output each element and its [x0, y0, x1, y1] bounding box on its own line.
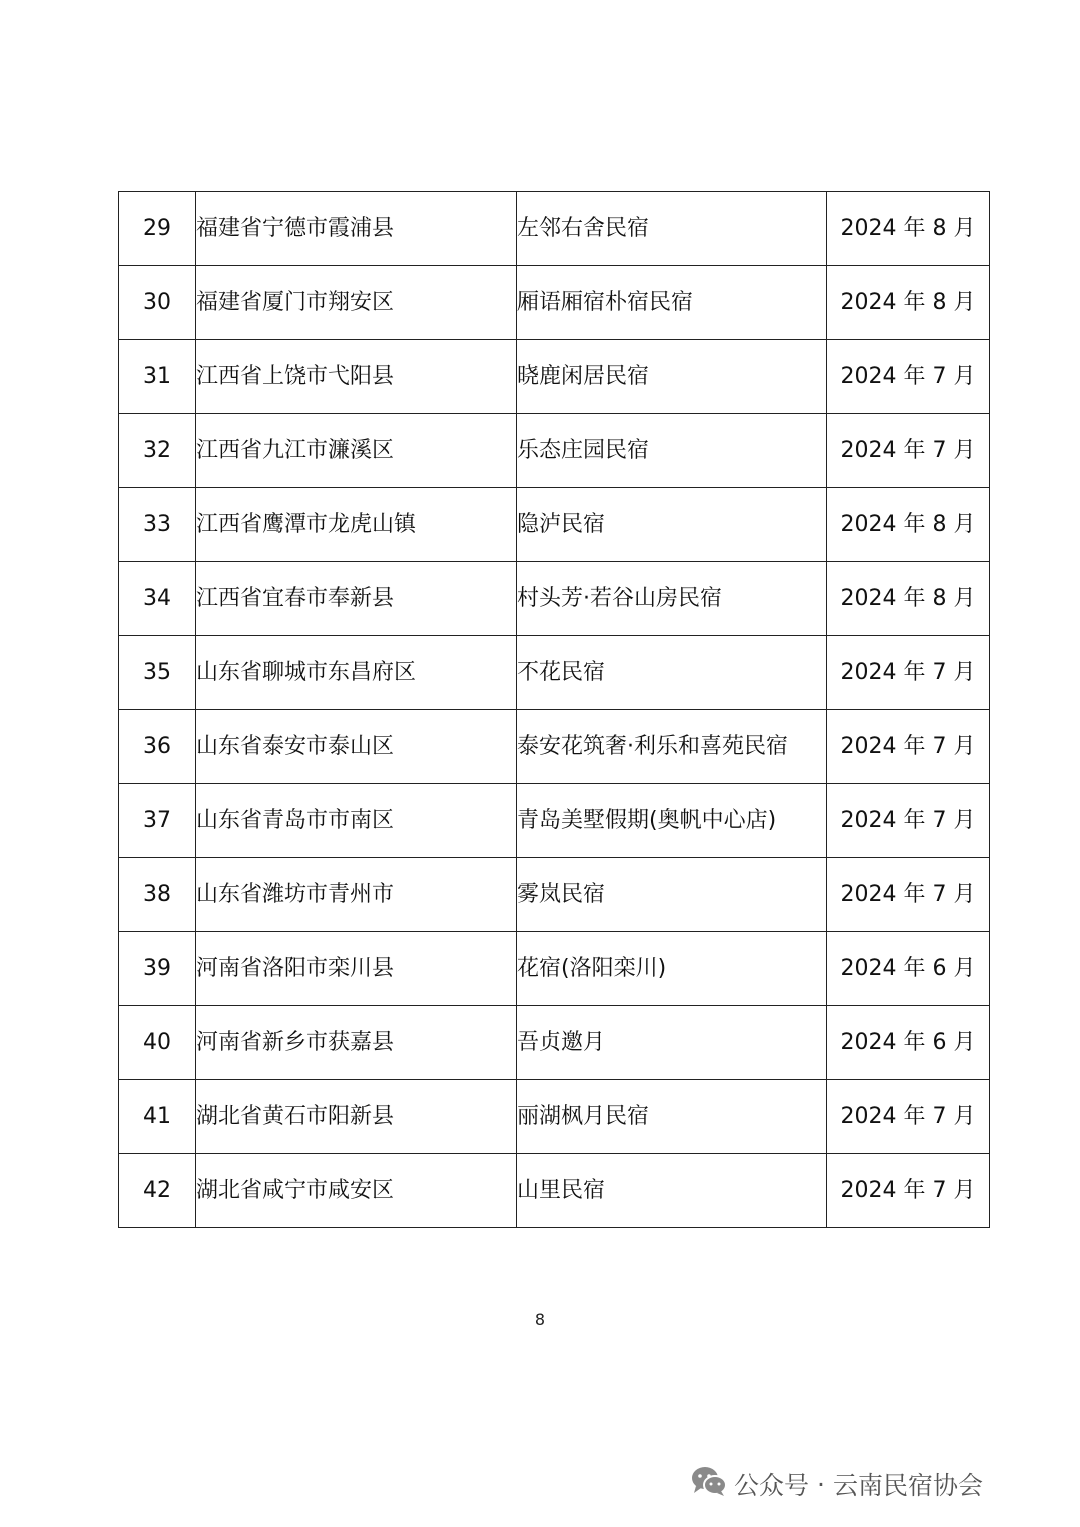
cell-name: 左邻右舍民宿 — [517, 192, 827, 266]
cell-date: 2024 年 7 月 — [827, 784, 990, 858]
footer-label: 公众号 — [734, 1471, 810, 1500]
cell-name: 乐态庄园民宿 — [517, 414, 827, 488]
cell-name: 青岛美墅假期(奥帆中心店) — [517, 784, 827, 858]
cell-location: 湖北省咸宁市咸安区 — [196, 1154, 517, 1228]
cell-location: 山东省潍坊市青州市 — [196, 858, 517, 932]
wechat-watermark — [690, 1465, 983, 1503]
table-row — [119, 932, 990, 1006]
cell-date: 2024 年 8 月 — [827, 266, 990, 340]
cell-location: 江西省鹰潭市龙虎山镇 — [196, 488, 517, 562]
table-row — [119, 710, 990, 784]
cell-date: 2024 年 8 月 — [827, 192, 990, 266]
cell-number: 40 — [119, 1006, 196, 1080]
cell-date: 2024 年 7 月 — [827, 1080, 990, 1154]
footer-separator: · — [817, 1469, 825, 1499]
table-row — [119, 414, 990, 488]
cell-number: 32 — [119, 414, 196, 488]
table-row — [119, 266, 990, 340]
cell-location: 福建省宁德市霞浦县 — [196, 192, 517, 266]
cell-name: 吾贞邀月 — [517, 1006, 827, 1080]
cell-location: 山东省聊城市东昌府区 — [196, 636, 517, 710]
cell-number: 33 — [119, 488, 196, 562]
table-row — [119, 488, 990, 562]
cell-number: 30 — [119, 266, 196, 340]
cell-location: 江西省宜春市奉新县 — [196, 562, 517, 636]
cell-date: 2024 年 8 月 — [827, 488, 990, 562]
table-row — [119, 1080, 990, 1154]
cell-number: 37 — [119, 784, 196, 858]
cell-date: 2024 年 6 月 — [827, 932, 990, 1006]
cell-number: 29 — [119, 192, 196, 266]
cell-number: 31 — [119, 340, 196, 414]
cell-location: 山东省泰安市泰山区 — [196, 710, 517, 784]
table-row — [119, 784, 990, 858]
cell-name: 村头芳·若谷山房民宿 — [517, 562, 827, 636]
cell-name: 厢语厢宿朴宿民宿 — [517, 266, 827, 340]
cell-location: 湖北省黄石市阳新县 — [196, 1080, 517, 1154]
cell-location: 江西省上饶市弋阳县 — [196, 340, 517, 414]
cell-date: 2024 年 8 月 — [827, 562, 990, 636]
cell-number: 35 — [119, 636, 196, 710]
cell-date: 2024 年 7 月 — [827, 710, 990, 784]
table-row — [119, 562, 990, 636]
cell-name: 雾岚民宿 — [517, 858, 827, 932]
cell-location: 河南省新乡市获嘉县 — [196, 1006, 517, 1080]
table-row — [119, 1154, 990, 1228]
cell-date: 2024 年 7 月 — [827, 858, 990, 932]
cell-number: 34 — [119, 562, 196, 636]
cell-number: 41 — [119, 1080, 196, 1154]
cell-name: 泰安花筑奢·利乐和喜苑民宿 — [517, 710, 827, 784]
cell-date: 2024 年 7 月 — [827, 340, 990, 414]
footer-account: 云南民宿协会 — [832, 1471, 983, 1500]
cell-location: 山东省青岛市市南区 — [196, 784, 517, 858]
cell-name: 丽湖枫月民宿 — [517, 1080, 827, 1154]
cell-number: 38 — [119, 858, 196, 932]
table-row — [119, 192, 990, 266]
cell-date: 2024 年 7 月 — [827, 414, 990, 488]
cell-number: 39 — [119, 932, 196, 1006]
cell-number: 36 — [119, 710, 196, 784]
cell-location: 河南省洛阳市栾川县 — [196, 932, 517, 1006]
listing-table — [118, 191, 990, 1228]
table-row — [119, 340, 990, 414]
cell-name: 不花民宿 — [517, 636, 827, 710]
cell-name: 隐泸民宿 — [517, 488, 827, 562]
cell-date: 2024 年 7 月 — [827, 1154, 990, 1228]
table-row — [119, 858, 990, 932]
cell-name: 花宿(洛阳栾川) — [517, 932, 827, 1006]
page-number: 8 — [534, 1310, 546, 1329]
cell-number: 42 — [119, 1154, 196, 1228]
wechat-icon — [690, 1465, 728, 1503]
cell-name: 山里民宿 — [517, 1154, 827, 1228]
cell-date: 2024 年 6 月 — [827, 1006, 990, 1080]
table-row — [119, 1006, 990, 1080]
cell-date: 2024 年 7 月 — [827, 636, 990, 710]
cell-location: 江西省九江市濂溪区 — [196, 414, 517, 488]
table-row — [119, 636, 990, 710]
cell-name: 晓鹿闲居民宿 — [517, 340, 827, 414]
table-body — [119, 192, 990, 1228]
cell-location: 福建省厦门市翔安区 — [196, 266, 517, 340]
